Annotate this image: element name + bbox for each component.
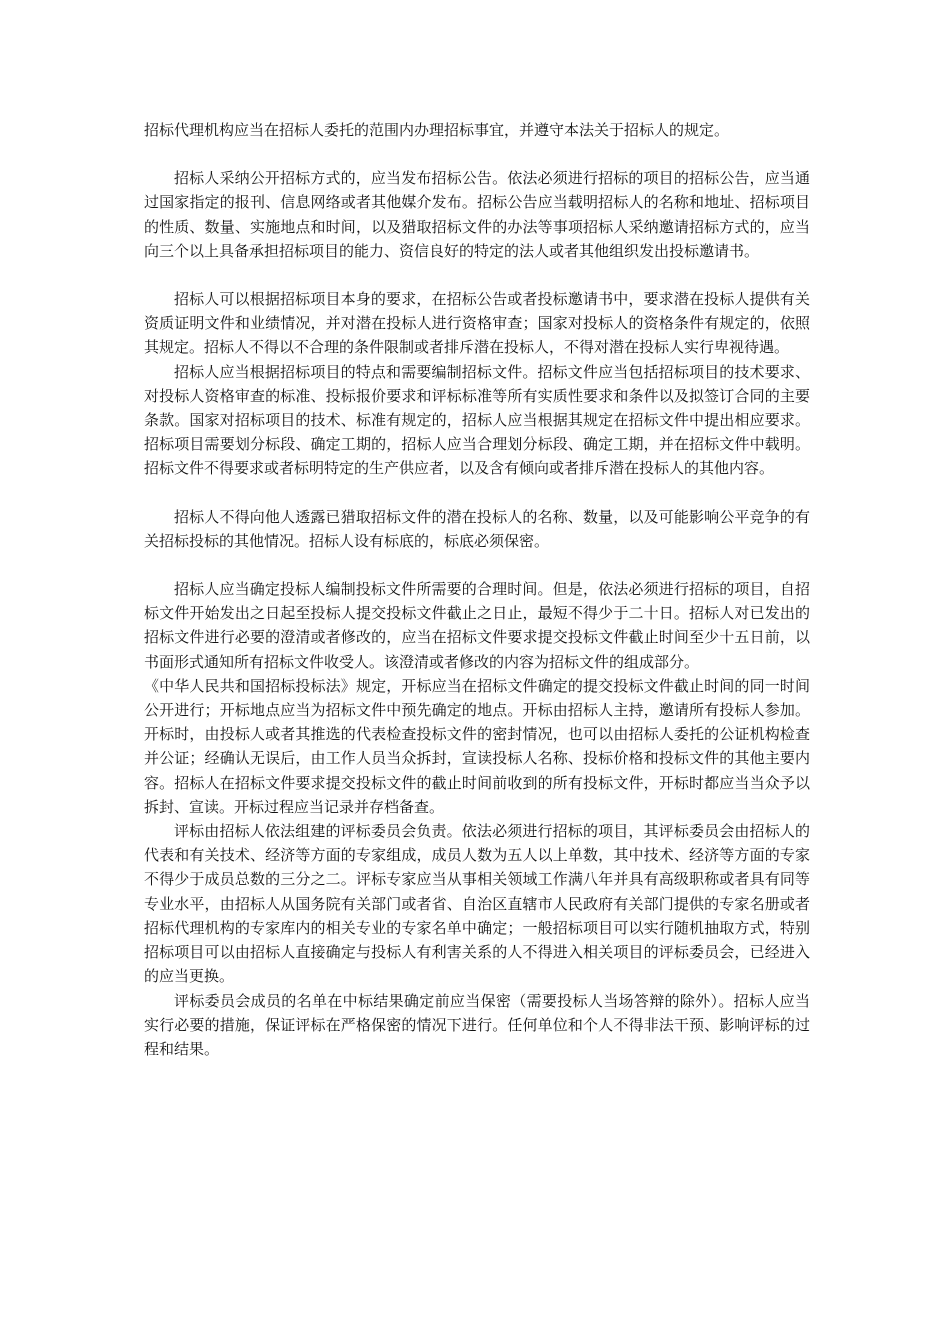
- paragraph-public-tender: 招标人采纳公开招标方式的，应当发布招标公告。依法必须进行招标的项目的招标公告，应当通过国家指定的报刊、信息网络或者其他媒介发布。招标公告应当载明招标人的名称和地址、招标项目的性质、数量、实施地点和时间，以及猎取招标文件的办法等事项招标人采纳邀请招标方式的，应当向三个以上具备承担招标项目的能力、资信良好的特定的法人或者其他组织发出投标邀请书。: [144, 169, 810, 260]
- paragraph-bid-opening: 《中华人民共和国招标投标法》规定，开标应当在招标文件确定的提交投标文件截止时间的同一时间公开进行；开标地点应当为招标文件中预先确定的地点。开标由招标人主持，邀请所有投标人参加。开标时，由投标人或者其推选的代表检查投标文件的密封情况，也可以由招标人委托的公证机构检查并公证；经确认无误后，由工作人员当众拆封，宣读投标人名称、投标价格和投标文件的其他主要内容。招标人在招标文件要求提交投标文件的截止时间前收到的所有投标文件，开标时都应当当众予以拆封、宣读。开标过程应当记录并存档备查。: [144, 676, 810, 816]
- paragraph-evaluation-secrecy: 评标委员会成员的名单在中标结果确定前应当保密（需要投标人当场答辩的除外）。招标人应当实行必要的措施，保证评标在严格保密的情况下进行。任何单位和个人不得非法干预、影响评标的过程和结果。: [144, 991, 810, 1058]
- document-body: [144, 118, 810, 1061]
- paragraph-evaluation-committee: 评标由招标人依法组建的评标委员会负责。依法必须进行招标的项目，其评标委员会由招标人的代表和有关技术、经济等方面的专家组成，成员人数为五人以上单数，其中技术、经济等方面的专家不得少于成员总数的三分之二。评标专家应当从事相关领域工作满八年并具有高级职称或者具有同等专业水平，由招标人从国务院有关部门或者省、自治区直辖市人民政府有关部门提供的专家名册或者招标代理机构的专家库内的相关专业的专家名单中确定；一般招标项目可以实行随机抽取方式，特别招标项目可以由招标人直接确定与投标人有利害关系的人不得进入相关项目的评标委员会，已经进入的应当更换。: [144, 822, 810, 986]
- paragraph-tender-documents: 招标人应当根据招标项目的特点和需要编制招标文件。招标文件应当包括招标项目的技术要求、对投标人资格审查的标准、投标报价要求和评标标准等所有实质性要求和条件以及拟签订合同的主要条款。国家对招标项目的技术、标准有规定的，招标人应当根据其规定在招标文件中提出相应要求。招标项目需要划分标段、确定工期的，招标人应当合理划分标段、确定工期，并在招标文件中载明。招标文件不得要求或者标明特定的生产供应者，以及含有倾向或者排斥潜在投标人的其他内容。: [144, 362, 810, 478]
- paragraph-confidentiality: 招标人不得向他人透露已猎取招标文件的潜在投标人的名称、数量，以及可能影响公平竞争的有关招标投标的其他情况。招标人设有标底的，标底必须保密。: [144, 507, 810, 550]
- paragraph-qualification: 招标人可以根据招标项目本身的要求，在招标公告或者投标邀请书中，要求潜在投标人提供有关资质证明文件和业绩情况，并对潜在投标人进行资格审查；国家对投标人的资格条件有规定的，依照其规定。招标人不得以不合理的条件限制或者排斥潜在投标人，不得对潜在投标人实行卑视待遇。: [144, 290, 810, 357]
- paragraph-bid-time: 招标人应当确定投标人编制投标文件所需要的合理时间。但是，依法必须进行招标的项目，自招标文件开始发出之日起至投标人提交投标文件截止之日止，最短不得少于二十日。招标人对已发出的招标文件进行必要的澄清或者修改的，应当在招标文件要求提交投标文件截止时间至少十五日前，以书面形式通知所有招标文件收受人。该澄清或者修改的内容为招标文件的组成部分。: [144, 580, 810, 671]
- paragraph-agency: 招标代理机构应当在招标人委托的范围内办理招标事宜，并遵守本法关于招标人的规定。: [144, 121, 730, 139]
